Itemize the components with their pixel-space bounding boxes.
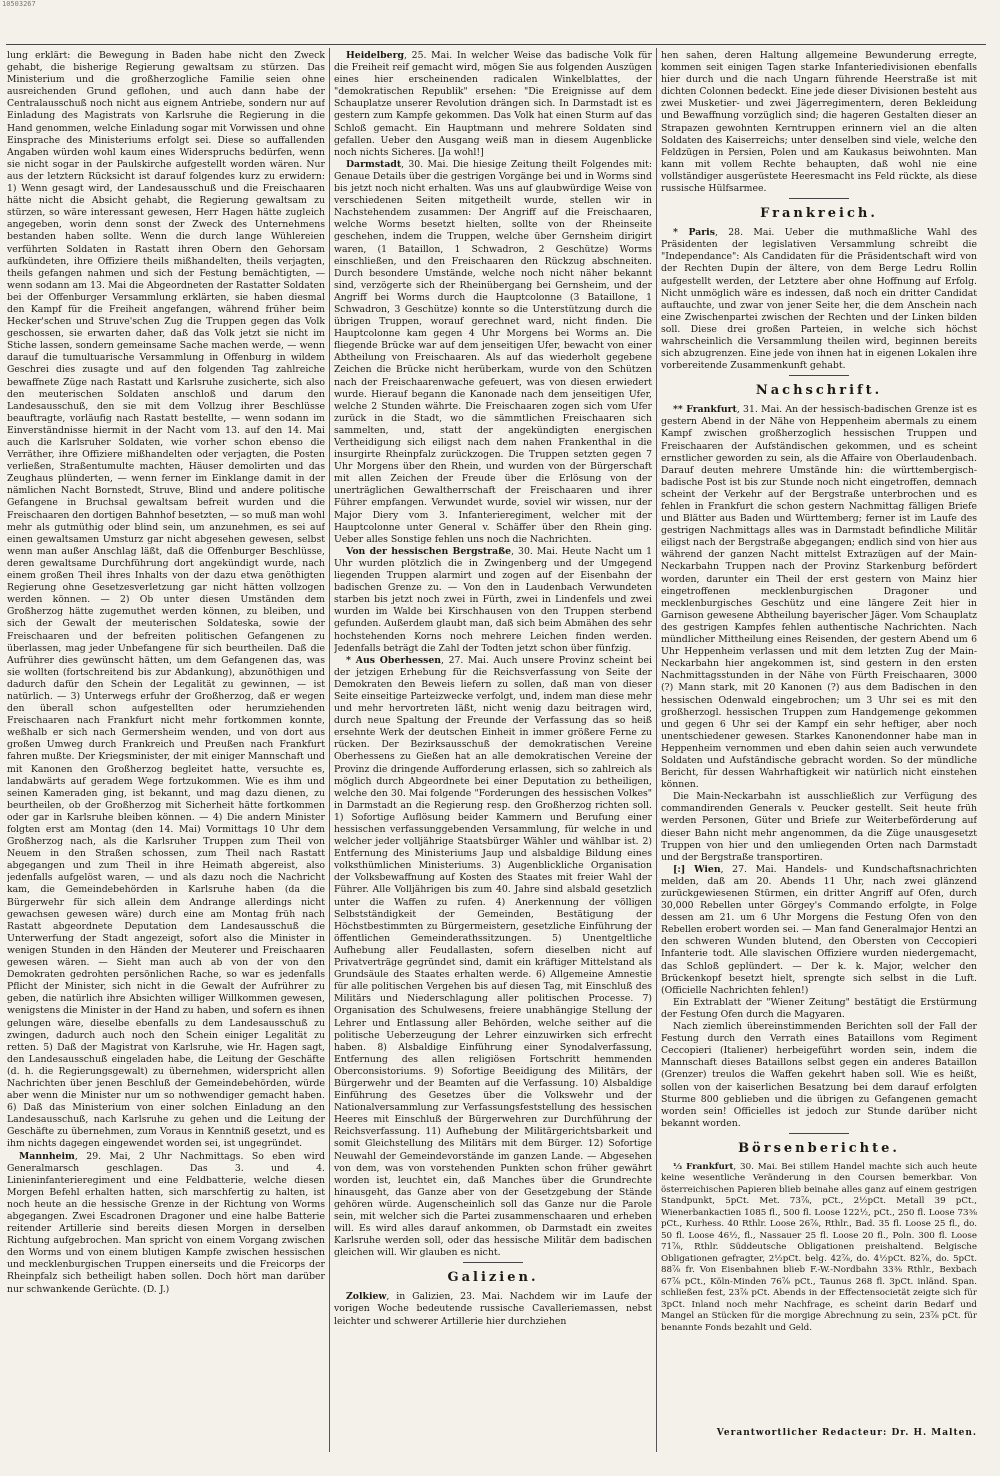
article-paragraph xyxy=(661,404,977,791)
article-text: , 25. Mai. In welcher Weise das badische Volk für die Freiheit reif gemacht wird, mögen Sie aus folgenden Auszügen eines hier erscheinenden radicalen Winkelblattes, der "demokratischen Republik" ersehen: "Die Ereignisse auf dem Schauplatze unserer Revolution drängen sich. In Darmstadt ist es gestern zum Kampfe gekommen. Das Volk hat einen Sturm auf das Schloß gemacht. Ein Hauptmann und mehrere Soldaten sind gefallen. Ueber den Ausgang weiß man in diesem Augenblicke noch nichts Sicheres. [Ja wohl!] xyxy=(334,50,652,158)
section-rule xyxy=(789,1133,849,1134)
editor-line: Verantwortlicher Redacteur: Dr. H. Malten. xyxy=(716,1428,977,1438)
column-1 xyxy=(7,50,325,1452)
section-rule xyxy=(463,1262,523,1263)
article-text: , 30. Mai. Die hiesige Zeitung theilt Folgendes mit: Genaue Details über die gestrigen Vorgänge bei und in Worms sind bis jetzt noch nicht erhalten. Was uns auf glaubwürdige Weise von verschiedenen Seiten mitgetheilt wurde, stellen wir in Nachstehendem zusammen: Der Angriff auf die Freischaaren, welche Worms besetzt hielten, sollte von der Rheinseite geschehen, indem die Truppen, welche über Gernsheim dirigirt waren, (1 Bataillon, 1 Schwadron, 2 Geschütze) Worms einschließen, und den Freischaaren den Rückzug abschneiten. Durch besondere Umstände, welche noch nicht näher bekannt sind, verzögerte sich der Rheinübergang bei Gernsheim, und der Angriff bei Worms durch die Hauptcolonne (3 Bataillone, 1 Schwadron, 3 Geschütze) konnte so die Unterstützung durch die übrigen Truppen, worauf gerechnet ward, nicht finden. Die Hauptcolonne kam gegen 4 Uhr Morgens bei Worms an. Die fliegende Brücke war auf dem jenseitigen Ufer, bewacht von einer Abtheilung von Freischaaren. Als auf das wiederholt gegebene Zeichen die Brücke nicht herüberkam, wurde von den Schützen nach der Freischaarenwache gefeuert, was von diesen erwiedert wurde. Hierauf begann die Kanonade nach dem jenseitigen Ufer, welche 2 Stunden währte. Die Freischaaren zogen sich vom Ufer zurück in die Stadt, wo die sämmtlichen Freischaaren sich sammelten, und, statt der angekündigten energischen Vertheidigung sich eiligst nach dem nahen Frankenthal in die insurgirte Rheinpfalz zurückzogen. Die Truppen setzten gegen 7 Uhr Morgens über den Rhein, und wurden von der Bürgerschaft mit allen Zeichen der Freude über die Erlösung von der unerträglichen Gewaltherrschaft der Freischaaren und ihrer Führer empfangen. Verwundet wurde, soviel wir wissen, nur der Major Diery vom 3. Infanterieregiment, welcher mit der Hauptcolonne unter General v. Schäffer über den Rhein ging. Ueber alles Sonstige fehlen uns noch die Nachrichten. xyxy=(334,158,652,545)
article-paragraph xyxy=(7,1151,325,1296)
article-text: Nach ziemlich übereinstimmenden Berichten soll der Fall der Festung durch den Verrath eines Bataillons vom Regiment Ceccopieri (Italiener) herbeigeführt worden sein, indem die Mannschaft dieses Bataillons selbst gegen ein anderes Bataillon (Grenzer) treulos die Waffen gekehrt haben soll. Wie es heißt, sollen von der kaiserlichen Besatzung bei dem darauf erfolgten Sturme 800 geblieben und die übrigen zu Gefangenen gemacht worden sein! Officielles ist jedoch zur Stunde darüber nicht bekannt worden. xyxy=(661,1021,977,1129)
section-rule xyxy=(789,375,849,376)
archive-id: 10503267 xyxy=(2,0,36,8)
column-separator xyxy=(329,48,330,1452)
article-text: , 31. Mai. An der hessisch-badischen Grenze ist es gestern Abend in der Nähe von Heppenheim abermals zu einem Kampf zwischen großherzoglich hessischen Truppen und Freischaaren der Aufständischen gekommen, und es scheint ernstlicher geworden zu sein, als die Affaire von Oberlaudenbach. Darauf deuten mehrere Umstände hin: die württembergisch-badische Post ist bis zur Stunde noch nicht eingetroffen, demnach scheint der Verkehr auf der Bergstraße unterbrochen und es fehlen in Frankfurt die schon gestern Nachmittag fälligen Briefe und Blätter aus Baden und Württemberg; ferner ist im Laufe des gestrigen Nachmittags alles was in Darmstadt befindliche Militär eiligst nach der Bergstraße abgegangen; endlich sind von hier aus während der ganzen Nacht mittelst Extrazügen auf der Main-Neckarbahn Truppen nach der Provinz Starkenburg befördert worden, darunter ein Theil der erst gestern von Mainz hier eingetroffenen mecklenburgischen Dragoner und mecklenburgisches Geschütz und eine längere Zeit hier in Garnison gewesene Abtheilung bayerischer Jäger. Vom Schauplatz des gestrigen Kampfes fehlen authentische Nachrichten. Nach mündlicher Mittheilung eines Reisenden, der gestern Abend um 6 Uhr Heppenheim verlassen und mit dem letzten Zug der Main-Neckarbahn hier angekommen ist, sind gestern in den ersten Nachmittagsstunden in der Nähe von Fürth Freischaaren, 3000 (?) Mann stark, mit 20 Kanonen (?) aus dem Badischen in den hessischen Odenwald eingebrochen; um 3 Uhr sei es mit den großherzogl. hessischen Truppen zum Handgemenge gekommen und gegen 6 Uhr sei der Kampf ein sehr heftiger, aber noch unentschiedener gewesen. Starkes Kanonendonner habe man in Heppenheim vernommen und eben dahin seien auch verwundete Soldaten und Aufständische gebracht worden. So der mündliche Bericht, für dessen Wahrhaftigkeit wir natürlich nicht einstehen können. xyxy=(661,404,977,791)
article-text: , 30. Mai. Heute Nacht um 1 Uhr wurden plötzlich die in Zwingenberg und der Umgegend liegenden Truppen alarmirt und zogen auf der Eisenbahn der badischen Grenze zu. — Von den in Laudenbach Verwundeten starben bis jetzt noch zwei in Fürth, zwei in Lindenfels und zwei wurden im Walde bei Kirschhausen von den Truppen sterbend gefunden. Außerdem glaubt man, daß sich beim Abmähen des sehr hochstehenden Korns noch mehrere Leichen finden werden. Jedenfalls beträgt die Zahl der Todten jetzt schon über fünfzig. xyxy=(334,545,652,654)
column-3 xyxy=(661,50,977,1452)
article-text: , 27. Mai. Auch unsere Provinz scheint bei der jetzigen Erhebung für die Reichsverfassung von Seite der Demokraten den Beweis liefern zu sollen, daß man von dieser Seite einseitige Parteizwecke verfolgt, und, indem man diese mehr und mehr hervortreten läßt, nicht wenig dazu beitragen wird, durch neue Spaltung der Freunde der Verfassung das so heiß ersehnte Werk der deutschen Einheit in immer größere Ferne zu rücken. Der Bezirksausschuß der demokratischen Vereine Oberhessens zu Gießen hat an alle demokratischen Vereine der Provinz die dringende Aufforderung erlassen, sich so zahlreich als möglich durch Abgeordnete bei einer Deputation zu betheiligen, welche den 30. Mai folgende "Forderungen des hessischen Volkes" in Darmstadt an die Regierung resp. den Großherzog richten soll. 1) Sofortige Auflösung beider Kammern und Berufung einer hessischen verfassunggebenden Versammlung, für welche in und welcher jeder volljährige Staatsbürger Wähler und wählbar ist. 2) Entfernung des Ministeriums Jaup und alsbaldige Bildung eines volksthümlichen Ministeriums. 3) Augenblickliche Organisation der Volksbewaffnung auf Kosten des Staates mit freier Wahl der Führer. Alle Volljährigen bis zum 40. Jahre sind alsbald gesetzlich unter die Waffen zu rufen. 4) Anerkennung der völligen Selbstständigkeit der Gemeinden, Bestätigung der Höchstbestimmten zu Bürgermeistern, gesetzliche Einführung der öffentlichen Gemeinderathssitzungen. 5) Unentgeltliche Aufhebung aller Feudallasten, sofern dieselben nicht auf Privatverträge gegründet sind, damit ein kräftiger Mittelstand als Grundsäule des Staates erhalten werde. 6) Allgemeine Amnestie für alle politischen Vergehen bis auf diesen Tag, mit Einschluß des Militärs und Niederschlagung aller politischen Processe. 7) Organisation des Schulwesens, freiere unabhängige Stellung der Lehrer und Entlassung aller Behörden, welche seither auf die politische Ueberzeugung der Lehrer einzuwirken sich erfrecht haben. 8) Alsbaldige Einführung einer Synodalverfassung, Entfernung des allen religiösen Fortschritt hemmenden Oberconsistoriums. 9) Sofortige Beeidigung des Militärs, der Bürgerwehr und der Beamten auf die Verfassung. 10) Alsbaldige Einführung des Gesetzes über die Volkswehr und der Nationalversammlung zur Verfassungsfeststellung des hessischen Heeres mit Einschluß der Bürgerwehren zur Durchführung der Reichsverfassung. 11) Aufhebung der Militärgerichtsbarkeit und somit Gleichstellung des Militärs mit dem Bürger. 12) Sofortige Neuwahl der Gemeindevorstände im ganzen Lande. — Abgesehen von dem, was von vorstehenden Punkten schon früher gewährt worden ist, leuchtet ein, daß Manches über die Grundrechte hinausgeht, das Ganze aber von der Gesetzgebung der Stände gehören würde. Augenscheinlich soll das Ganze nur die Parole sein, mit welcher sich die Partei zusammenschaaren und erheben will. Es wird alles darauf ankommen, ob Darmstadt ein zweites Karlsruhe werden soll, oder das hessische Militär dem badischen gleichen will. Wir glauben es nicht. xyxy=(334,654,652,1259)
article-paragraph xyxy=(661,1021,977,1130)
article-paragraph xyxy=(334,159,652,546)
article-paragraph xyxy=(661,791,977,864)
top-rule xyxy=(6,44,986,45)
article-dateline: Zolkiew xyxy=(346,1291,387,1303)
article-dateline: ** Frankfurt xyxy=(673,404,737,416)
article-text: Ein Extrablatt der "Wiener Zeitung" bestätigt die Erstürmung der Festung Ofen durch die Magyaren. xyxy=(661,996,977,1020)
article-paragraph xyxy=(334,50,652,159)
article-text: , 29. Mai, 2 Uhr Nachmittags. So eben wird Generalmarsch geschlagen. Das 3. und 4. Linieninfanterieregiment und eine Feldbatterie, welche diesen Morgen Befehl erhalten hatten, sich marschfertig zu halten, ist noch heute an die hessische Grenze in der Richtung von Worms abgegangen. Zwei Escadronen Dragoner und eine halbe Batterie reitender Artillerie sind bereits diesen Morgen in derselben Richtung aufgebrochen. Man spricht von einem Vorgang zwischen den Worms und von einem blutigen Kampfe zwischen hessischen und mecklenburgischen Truppen einerseits und die Freicorps der Rheinpfalz sich betheiligt haben sollen. Doch hört man darüber nur schwankende Gerüchte. (D. J.) xyxy=(7,1150,325,1295)
article-dateline: Darmstadt xyxy=(346,158,402,170)
article-paragraph xyxy=(334,546,652,655)
article-paragraph xyxy=(661,997,977,1021)
column-separator xyxy=(656,48,657,1452)
article-dateline: * Aus Oberhessen xyxy=(346,654,442,666)
section-heading: Börsenberichte. xyxy=(738,1140,900,1156)
article-paragraph xyxy=(334,655,652,1260)
article-text: Die Main-Neckarbahn ist ausschließlich zur Verfügung des commandirenden Generals v. Peucker gestellt. Seit heute früh werden Personen, Güter und Briefe zur Weiterbeförderung auf dieser Bahn nicht mehr angenommen, da die Züge unausgesetzt Truppen von hier und den umliegenden Orten nach Darmstadt und der Bergstraße transportiren. xyxy=(661,791,977,863)
article-paragraph xyxy=(661,227,977,372)
section-heading: Galizien. xyxy=(447,1270,539,1286)
article-dateline: [:] Wien xyxy=(673,863,721,875)
article-text: , 30. Mai. Bei stillem Handel machte sich auch heute keine wesentliche Veränderung in den Coursen bemerkbar. Von österreichischen Papieren blieb beinahe alles ganz auf einem gestrigen Standpunkt, 5pCt. Met. 73⅞, pCt., 2½pCt. Metall 39 pCt., Wienerbankactien 1085 fl., 500 fl. Loose 122½, pCt., 250 fl. Loose 73⅜ pCt., Kurhess. 40 Rthlr. Loose 26⅞, Rthlr., Bad. 35 fl. Loose 25 fl., do. 50 fl. Loose 46½, fl., Nassauer 25 fl. Loose 20 fl., Poln. 300 fl. Loose 71⅞, Rthlr. Süddeutsche Obligationen preishaltend. Belgische Obligationen gefragter, 2½pCt. belg. 42⅞, do. 4½pCt. 82⅞, do. 5pCt. 88⅞ fr. Von Eisenbahnen blieb F.-W.-Nordbahn 33⅜ Rthlr., Bexbach 67⅞ pCt., Köln-Minden 76⅞ pCt., Taunus 268 fl. 3pCt. inländ. Span. schließen fest, 23⅞ pCt. Abends in der Effectensocietät zeigte sich für 3pCt. Inland noch mehr Nachfrage, es scheint darin Bedarf und Mangel an Stücken für die morgige Abrechnung zu sein, 23⅞ pCt. für benannte Fonds bezahlt und Geld. xyxy=(661,1161,977,1333)
article-dateline: * Paris xyxy=(673,227,715,239)
article-paragraph xyxy=(661,864,977,997)
article-paragraph xyxy=(661,50,977,195)
article-paragraph xyxy=(7,50,325,1151)
column-2 xyxy=(334,50,652,1452)
article-text: , in Galizien, 23. Mai. Nachdem wir im Laufe der vorigen Woche bedeutende russische Cavalleriemassen, nebst leichter und schwerer Artillerie hier durchziehen xyxy=(334,1291,652,1327)
section-rule xyxy=(789,198,849,199)
article-text: lung erklärt: die Bewegung in Baden habe nicht den Zweck gehabt, die bisherige Regierung gewaltsam zu stürzen. Das Ministerium und die großherzogliche Familie seien ohne ausreichenden Grund geflohen, und auch dann habe der Centralausschuß noch nicht aus eignem Antriebe, sondern nur auf Einladung des Magistrats von Karlsruhe die Regierung in die Hand genommen, welche Einladung sogar mit Vorwissen und ohne Einsprache des Ministeriums erfolgt sei. Diese so auffallenden Angaben würden wohl kaum eines Widerspruchs bedürfen, wenn sie nicht sogar in der Paulskirche aufgestellt worden wären. Nur aus der letztern Rücksicht ist darauf folgendes kurz zu erwidern: 1) Wenn gesagt wird, der Landesausschuß und die Freischaaren hätte nicht die Absicht gehabt, die Regierung gewaltsam zu stürzen, so wäre interessant gewesen, Herr Hagen hätte zugleich angegeben, worin denn sonst der Zweck des Unternehmens bestanden haben sollte. Wenn die durch lange Wühlereien verführten Soldaten in Rastatt ihren Obern den Gehorsam aufkündeten, ihre Offiziere theils mißhandelten, theils verjagten, theils gefangen nahmen und sich der Festung bemächtigten, — wenn sodann am 13. Mai die Abgeordneten der Rastatter Soldaten bei der Offenburger Versammlung erklärten, sie haben diesmal den Kampf für die Freiheit angefangen, während früher beim Hecker'schen und Struve'schen Zug die Truppen gegen das Volk geschossen, sie erwarten daher, daß das Volk jetzt sie nicht im Stiche lassen, sondern gemeinsame Sache machen werde, — wenn darauf die tumultuarische Versammlung in Offenburg in wildem Geschrei dies zusagte und auf den folgenden Tag zahlreiche bewaffnete Züge nach Rastatt und Karlsruhe zusicherte, sich also den meuterischen Soldaten anschloß und darum den Landesausschuß, den sie mit dem Vollzug ihrer Beschlüsse beauftragte, vorläufig nach Rastatt bestellte, — wenn sodann im Einverständnisse hiermit in der Nacht vom 13. auf den 14. Mai auch die Karlsruher Soldaten, wie vorher schon ebenso die Verräther, ihre Offiziere mißhandelten oder verjagten, die Posten verließen, Straßentumulte machten, Häuser demolirten und das Zeughaus plünderten, — wenn ferner im Einklange damit in der nämlichen Nacht Bornstedt, Struve, Blind und andere politische Gefangene in Bruchsal gewaltsam befreit wurden und die Freischaaren den dortigen Bahnhof besetzten, — so muß man wohl mehr als gutmüthig oder blind sein, um anzunehmen, es sei auf einen gewaltsamen Umsturz gar nicht abgesehen gewesen, selbst wenn man außer Anschlag läßt, daß die Offenburger Beschlüsse, deren gewaltsame Durchführung dort angekündigt wurde, nach einem großen Theil ihres Inhalts von der dazu etwa genöthigten Regierung ohne Gesetzesverletzung gar nicht hätten vollzogen werden können. — 2) Ob unter diesen Umständen dem Großherzog hätte zugemuthet werden können, zu bleiben, und sich der Gewalt der meuterischen Soldateska, sowie der Freischaaren und der befreiten politischen Gefangenen zu überlassen, mag jeder Unbefangene für sich beurtheilen. Daß die Aufrührer dies gewünscht hätten, um dem Gefangenen das, was sie wollten (fortschreitend bis zur Abdankung), abzunöthigen und dadurch dafür den Schein der Legalität zu gewinnen, — ist natürlich. — 3) Unterwegs erfuhr der Großherzog, daß er wegen den überall schon aufgestellten oder herumziehenden Freischaaren nach Frankfurt nicht mehr fortkommen konnte, weßhalb er sich nach Germersheim wenden, und von dort aus großen Umweg durch Frankreich und Preußen nach Frankfurt fahren mußte. Der Kriegsminister, der mit einiger Mannschaft und mit Kanonen den Großherzog begleitet hatte, versuchte es, landabwärts auf geradem Wege fortzukommen. Wie es ihm und seinen Kameraden ging, ist bekannt, und mag dazu dienen, zu beurtheilen, ob der Großherzog mit Sicherheit hätte fortkommen oder gar in Karlsruhe bleiben können. — 4) Die andern Minister folgten erst am Montag (den 14. Mai) Vormittags 10 Uhr dem Großherzog nach, als die Karlsruher Truppen zum Theil von Neuem in den Straßen schossen, zum Theil nach Rastatt abgegangen und zum Theil in ihre Heimath abgereist, also jedenfalls aufgelöst waren, — und als dazu noch die Nachricht kam, die Gemeindebehörden in Karlsruhe haben (da die Bürgerwehr für sich allein dem Andrange allerdings nicht gewachsen gewesen wäre) durch eine am Montag früh nach Rastatt abgeordnete Deputation dem Landesausschuß die Unterwerfung der Stadt angezeigt, sofort also die Minister in wenigen Stunden in den Händen der Meuterer und Freischaaren gewesen wären. — Sieht man auch ab von der von den Demokraten gedrohten persönlichen Rache, so war es jedenfalls Pflicht der Minister, sich nicht in die Gewalt der Aufrührer zu geben, die natürlich ihre Absichten williger Willkommen gewesen, wenigstens die Minister in der Hand zu haben, und sofern es ihnen gelungen wäre, dieselbe ebenfalls zu dem Landesausschuß zu zwingen, dadurch auch noch den Schein einiger Legalität zu retten. 5) Daß der Magistrat von Karlsruhe, wie Hr. Hagen sagt, den Landesausschuß eingeladen habe, die Leitung der Geschäfte (d. h. die Regierungsgewalt) zu übernehmen, widerspricht allen Nachrichten über jenen Beschluß der Gemeindebehörden, würde aber wenn die Minister nur um so nothwendiger gemacht haben. 6) Daß das Ministerium von einer solchen Einladung an den Landesausschuß, nach Karlsruhe zu gehen und die Leitung der Geschäfte zu übernehmen, zum Voraus in Kenntniß gesetzt, und es ihm nichts dagegen eingewendet worden sei, ist ungegründet. xyxy=(7,50,325,1150)
article-text: , 28. Mai. Ueber die muthmaßliche Wahl des Präsidenten der legislativen Versammlung schreibt die "Independance": Als Candidaten für die Präsidentschaft wird von der Rechten Dupin der ältere, von dem Berge Ledru Rollin aufgestellt werden, der Letztere aber ohne Hoffnung auf Erfolg. Nicht unmöglich wäre es indessen, daß noch ein dritter Candidat auftauchte, und zwar von jener Seite her, die dem Anschein nach eine Zwischenpartei zwischen der Rechten und der Linken bilden soll. Diese drei großen Parteien, in welche sich höchst wahrscheinlich die Versammlung theilen wird, beginnen bereits sich abzugrenzen. Eine jede von ihnen hat in eigenen Lokalen ihre vorbereitende Zusammenkunft gehabt. xyxy=(661,227,977,372)
article-dateline: Heidelberg xyxy=(346,50,404,61)
article-paragraph xyxy=(334,1291,652,1327)
article-dateline: Mannheim xyxy=(19,1150,75,1162)
section-heading: Nachschrift. xyxy=(755,383,883,399)
article-text: hen sahen, deren Haltung allgemeine Bewunderung erregte, kommen seit einigen Tagen starke Infanteriedivisionen ebenfalls hier durch und die nach Ungarn führende Heerstraße ist mit dichten Colonnen bedeckt. Eine jede dieser Divisionen besteht aus zwei Musketier- und zwei Jägerregimentern, deren Bekleidung und Bewaffnung vorzüglich sind; die hageren Gestalten dieser an Strapazen gewohnten Kerntruppen erinnern viel an die alten Soldaten des Kaiserreichs; unter denselben sind viele, welche den Feldzügen in Persien, Polen und am Kaukasus beiwohnten. Man kann mit vollem Rechte behaupten, daß wohl nie eine vollständiger ausgerüstete Heeresmacht ins Feld rückte, als diese russische Hülfsarmee. xyxy=(661,50,977,195)
article-text: , 27. Mai. Handels- und Kundschaftsnachrichten melden, daß am 20. Abends 11 Uhr, nach zwei glänzend zurückgewiesenen Stürmen, ein dritter Angriff auf Ofen, durch 30,000 Rebellen unter Görgey's Commando erfolgte, in Folge dessen am 21. um 6 Uhr Morgens die Festung Ofen von den Rebellen erobert worden sei. — Man fand Generalmajor Hentzi an den schweren Wunden blutend, den Obersten von Ceccopieri Infanterie todt. Alle slavischen Offiziere wurden niedergemacht, das Schloß geplündert. — Der k. k. Major, welcher den Brückenkopf besetzt hielt, sprengte sich selbst in die Luft. (Officielle Nachrichten fehlen!) xyxy=(661,863,977,996)
article-dateline: Von der hessischen Bergstraße xyxy=(346,545,512,557)
stock-report xyxy=(661,1162,977,1335)
article-paragraph xyxy=(661,1162,977,1335)
article-dateline: ⅓ Frankfurt xyxy=(673,1161,734,1172)
section-heading: Frankreich. xyxy=(760,206,878,222)
